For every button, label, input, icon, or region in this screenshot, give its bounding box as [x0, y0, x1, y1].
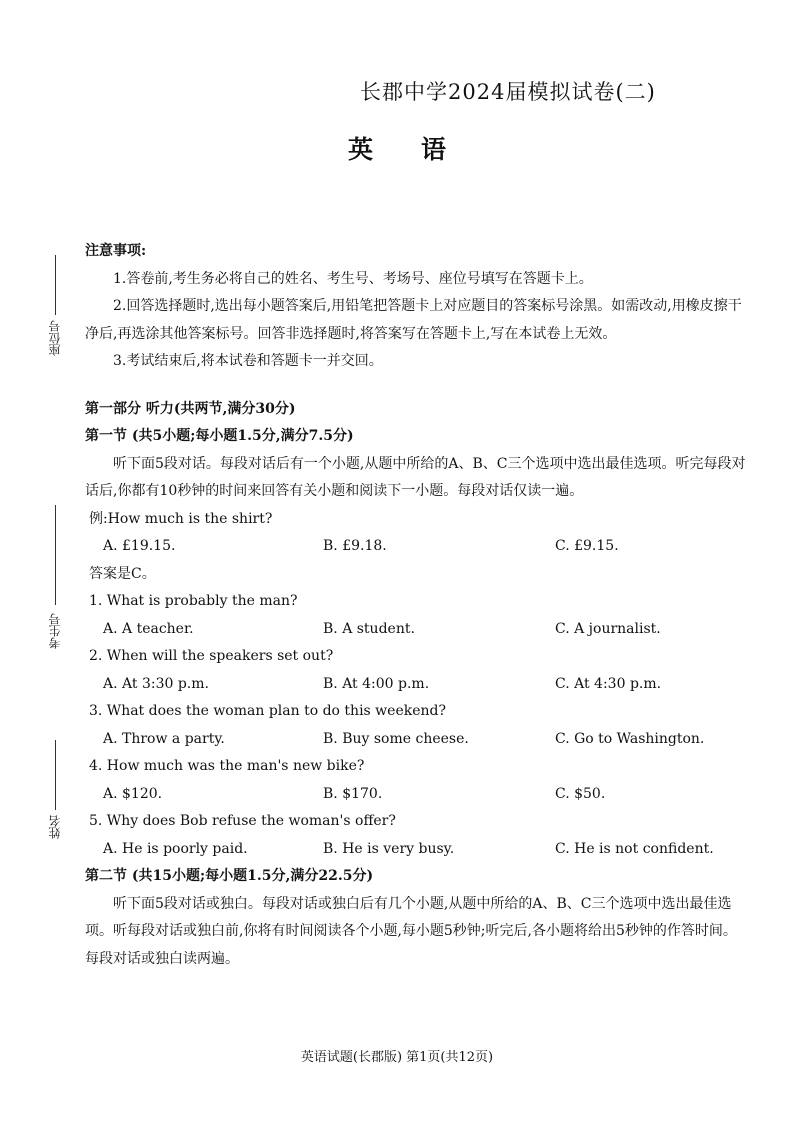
question-3: 3. What does the woman plan to do this weekend?: [89, 703, 446, 719]
question-3-options: [103, 726, 750, 754]
question-2-options: [103, 671, 750, 699]
option-b: B. He is very busy.: [323, 840, 455, 857]
section1-instruction: 听下面5段对话。每段对话后有一个小题,从题中所给的A、B、C三个选项中选出最佳选项。听完每段对话后,你都有10秒钟的时间来回答有关小题和阅读下一小题。每段对话仅读一遍。: [85, 455, 746, 499]
notice-heading: 注意事项:: [85, 243, 147, 259]
option-c: C. £9.15.: [555, 538, 619, 554]
question-1-options: [103, 616, 750, 644]
part1-heading: 第一部分 听力(共两节,满分30分): [85, 400, 296, 417]
section2-instruction: 听下面5段对话或独白。每段对话或独白后有几个小题,从题中所给的A、B、C三个选项中选出最佳选项。听每段对话或独白前,你将有时间阅读各个小题,每小题5秒钟;听完后,各小题将给出5秒钟的作答时间。每段对话或独白读两遍。: [85, 895, 737, 967]
seat-line: [55, 255, 56, 315]
question-4-options: [103, 781, 750, 809]
option-a: A. Throw a party.: [103, 730, 225, 747]
option-b: B. At 4:00 p.m.: [323, 675, 430, 692]
option-b: B. $170.: [323, 785, 383, 802]
option-c: C. $50.: [555, 785, 606, 802]
notice-item: 1.答卷前,考生务必将自己的姓名、考生号、考场号、座位号填写在答题卡上。: [113, 270, 593, 287]
exam-number-line: [55, 505, 56, 605]
option-b: B. £9.18.: [323, 538, 387, 554]
question-4: 4. How much was the man's new bike?: [89, 758, 365, 774]
option-b: B. A student.: [323, 620, 415, 637]
subject-title: 英语: [347, 135, 494, 164]
seat-label: 座位号: [48, 320, 62, 356]
option-c: C. At 4:30 p.m.: [555, 675, 662, 692]
notice-item: 2.回答选择题时,选出每小题答案后,用铅笔把答题卡上对应题目的答案标号涂黑。如需改动,用橡皮擦干净后,再选涂其他答案标号。回答非选择题时,将答案写在答题卡上,写在本试卷上无效。: [85, 298, 742, 342]
option-a: A. At 3:30 p.m.: [103, 675, 209, 692]
binding-margin: [0, 0, 80, 1123]
option-c: C. A journalist.: [555, 620, 661, 637]
option-c: C. Go to Washington.: [555, 730, 705, 747]
option-c: C. He is not confident.: [555, 840, 714, 857]
example-options: [103, 533, 750, 561]
seat-field: [48, 255, 68, 370]
exam-number-label: 考生号: [48, 613, 62, 649]
name-line: [55, 740, 56, 810]
exam-title: 长郡中学2024届模拟试卷(二): [360, 80, 656, 104]
exam-number-field: [48, 505, 68, 655]
question-2: 2. When will the speakers set out?: [89, 648, 334, 664]
example-answer: 答案是C。: [89, 565, 156, 582]
question-1: 1. What is probably the man?: [89, 593, 298, 609]
name-label: 姓名: [48, 815, 62, 839]
question-5: 5. Why does Bob refuse the woman's offer?: [89, 813, 396, 829]
section1-heading: 第一节 (共5小题;每小题1.5分,满分7.5分): [85, 428, 354, 444]
notice-item: 3.考试结束后,将本试卷和答题卡一并交回。: [113, 353, 383, 369]
name-field: [48, 740, 68, 845]
section2-heading: 第二节 (共15小题;每小题1.5分,满分22.5分): [85, 868, 374, 884]
option-a: A. $120.: [103, 785, 163, 802]
option-a: A. A teacher.: [103, 620, 194, 637]
option-a: A. £19.15.: [103, 538, 176, 554]
question-5-options: [103, 836, 750, 864]
exam-content: [85, 238, 750, 973]
page-footer: 英语试题(长郡版) 第1页(共12页): [300, 1050, 494, 1065]
option-b: B. Buy some cheese.: [323, 730, 469, 747]
option-a: A. He is poorly paid.: [103, 840, 248, 857]
example-question: 例:How much is the shirt?: [89, 510, 273, 527]
